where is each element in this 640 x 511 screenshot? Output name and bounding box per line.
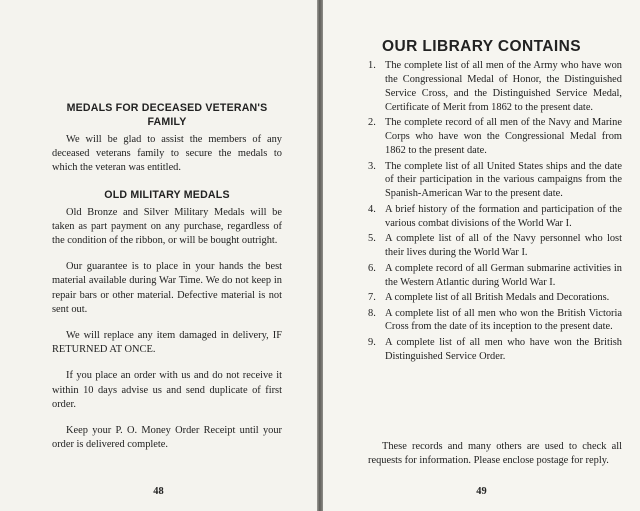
list-item-number: 5. — [368, 233, 376, 245]
list-item-number: 7. — [368, 292, 376, 304]
library-list-item — [368, 203, 622, 231]
paragraph-deceased-veterans: We will be glad to assist the members of any deceased veterans family to secure the medals to which the veteran was entitled. — [52, 134, 282, 174]
library-list-item — [368, 59, 622, 115]
left-page-content — [52, 101, 282, 452]
list-item-text: The complete list of all men of the Army who have won the Congressional Medal of Honor, the Distinguished Service Cross, and the Distinguished Service Medal, Certificate of Merit from 1862 to the present date. — [385, 60, 622, 113]
left-page — [0, 0, 317, 511]
list-item-text: A complete list of all men who have won the British Distinguished Service Order. — [385, 336, 622, 362]
paragraph-money-order-receipt: Keep your P. O. Money Order Receipt until your order is delivered complete. — [52, 425, 282, 451]
list-item-number: 3. — [368, 160, 376, 172]
heading-deceased-veterans: MEDALS FOR DECEASED VETERAN'S FAMILY — [66, 102, 268, 128]
list-item-text: A brief history of the formation and participation of the various combat divisions of the World War I. — [385, 203, 622, 229]
list-item-text: A complete list of all of the Navy personnel who lost their lives during the World War I. — [385, 233, 622, 259]
library-list-item — [368, 262, 622, 290]
list-item-text: A complete list of all men who won the British Victoria Cross from the date of its inception to the present date. — [385, 307, 622, 333]
paragraph-order-not-received: If you place an order with us and do not receive it within 10 days advise us and send duplicate of first order. — [52, 370, 282, 410]
page-number-right: 49 — [476, 486, 487, 497]
list-item-number: 6. — [368, 262, 376, 274]
library-list-item — [368, 232, 622, 260]
right-page — [323, 0, 640, 511]
library-list-item — [368, 116, 622, 158]
library-title: OUR LIBRARY CONTAINS — [382, 38, 581, 55]
list-item-text: A complete record of all German submarine activities in the Western Atlantic during World War I. — [385, 262, 622, 288]
paragraph-replace-damaged: We will replace any item damaged in delivery, IF RETURNED AT ONCE. — [52, 330, 282, 356]
library-list-item — [368, 160, 622, 202]
list-item-text: The complete list of all United States ships and the date of their participation in the various campaigns from the Spanish-American War to the present date. — [385, 160, 622, 200]
list-item-text: The complete record of all men of the Navy and Marine Corps who have won the Congressional Medal from 1862 to the present date. — [385, 117, 622, 157]
library-footer-note: These records and many others are used to check all requests for information. Please enclose postage for reply. — [368, 441, 622, 466]
library-list-item — [368, 336, 622, 364]
library-list — [368, 59, 622, 365]
list-item-number: 1. — [368, 60, 376, 71]
library-list-item — [368, 291, 622, 305]
paragraph-old-military-medals: Old Bronze and Silver Military Medals will be taken as part payment on any purchase, regardless of the condition of the ribbon, or will be bought outright. — [52, 206, 282, 247]
library-list-item — [368, 307, 622, 335]
list-item-number: 9. — [368, 336, 376, 348]
paragraph-guarantee: Our guarantee is to place in your hands the best material available during War Time. We do not keep in repair bars or other material. Defective material is not sent out. — [52, 261, 282, 315]
heading-old-military-medals: OLD MILITARY MEDALS — [104, 188, 230, 201]
page-number-left: 48 — [153, 486, 164, 497]
list-item-text: A complete list of all British Medals and Decorations. — [385, 292, 610, 304]
list-item-number: 4. — [368, 203, 376, 215]
list-item-number: 2. — [368, 117, 376, 129]
list-item-number: 8. — [368, 307, 376, 319]
